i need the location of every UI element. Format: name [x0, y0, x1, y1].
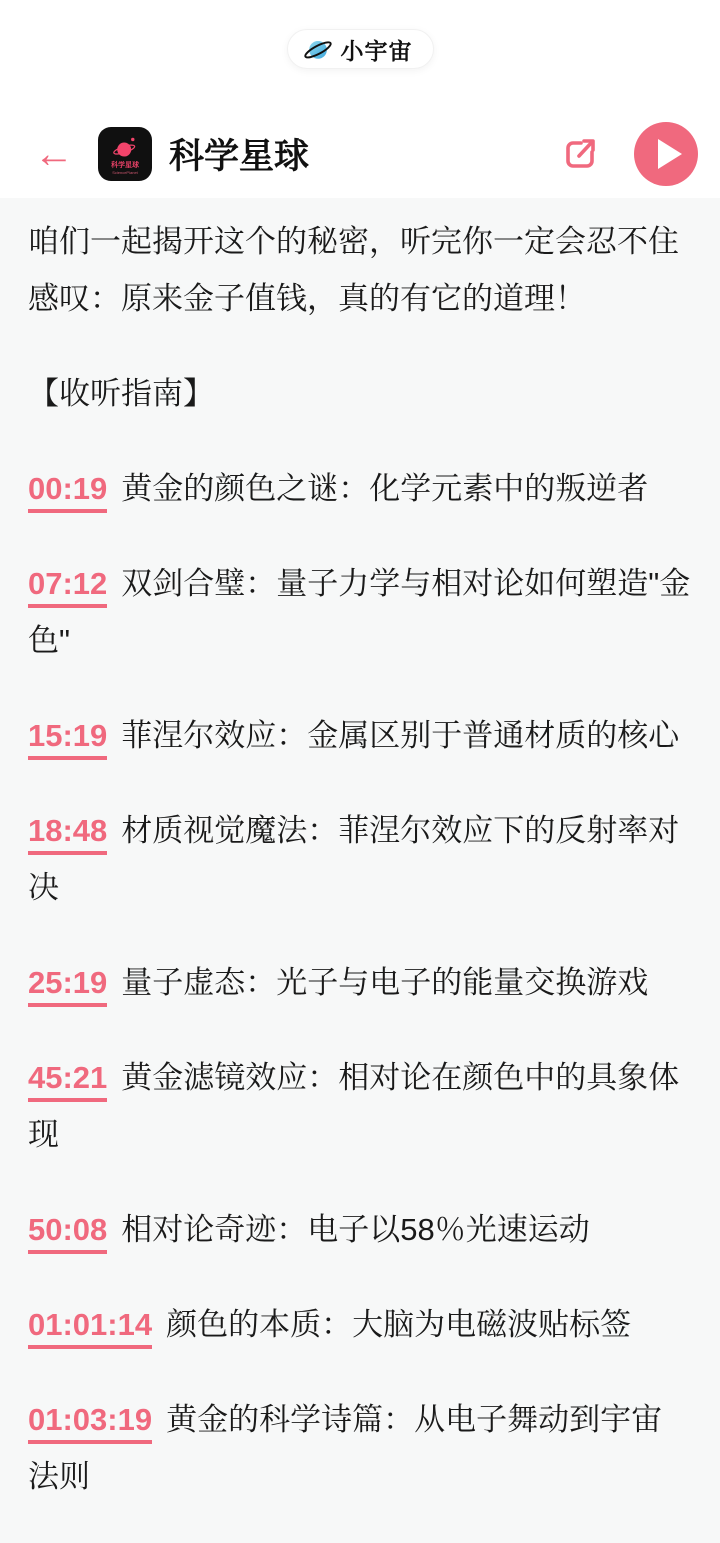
play-button[interactable]: [634, 122, 698, 186]
intro-paragraph: 咱们一起揭开这个的秘密，听完你一定会忍不住感叹：原来金子值钱，真的有它的道理！: [28, 224, 679, 316]
status-area: [0, 0, 720, 110]
chapter-title: 相对论奇迹：电子以58％光速运动: [121, 1212, 590, 1247]
chapter-timestamp-link[interactable]: 01:03:19: [28, 1402, 152, 1444]
chapter-row: [28, 555, 692, 669]
podcast-title: 科学星球: [169, 137, 310, 176]
avatar-planet-icon: [111, 134, 139, 162]
chapter-title: 量子虚态：光子与电子的能量交换游戏: [121, 965, 649, 1000]
chapter-title: 双剑合璧：量子力学与相对论如何塑造"金色": [28, 566, 691, 658]
badge-label: 小宇宙: [340, 37, 413, 64]
chapter-row: [28, 1296, 692, 1353]
back-button[interactable]: ←: [34, 132, 74, 176]
chapter-title: 黄金的颜色之谜：化学元素中的叛逆者: [121, 471, 649, 506]
chapter-timestamp-link[interactable]: 50:08: [28, 1212, 107, 1254]
xiaoyuzhou-app-badge[interactable]: [287, 29, 434, 69]
chapter-row: [28, 460, 692, 517]
chapter-timestamp-link[interactable]: 18:48: [28, 813, 107, 855]
chapter-timestamp-link[interactable]: 45:21: [28, 1060, 107, 1102]
header-bar: [0, 110, 720, 198]
chapter-row: [28, 707, 692, 764]
chapter-title: 颜色的本质：大脑为电磁波贴标签: [166, 1307, 632, 1342]
planet-icon: [302, 33, 334, 65]
chapter-timestamp-link[interactable]: 00:19: [28, 471, 107, 513]
section-title: 【收听指南】: [28, 376, 214, 411]
chapter-timestamp-link[interactable]: 15:19: [28, 718, 107, 760]
chapter-row: [28, 1391, 692, 1505]
avatar-subtitle: SciencePlanet: [112, 169, 138, 175]
chapter-timestamp-link[interactable]: 01:01:14: [28, 1307, 152, 1349]
chapter-timestamp-link[interactable]: 07:12: [28, 566, 107, 608]
avatar-title: 科学星球: [111, 161, 139, 169]
chapter-title: 菲涅尔效应：金属区别于普通材质的核心: [121, 718, 680, 753]
share-icon[interactable]: [561, 135, 599, 173]
podcast-avatar[interactable]: [98, 127, 152, 181]
chapter-row: [28, 1201, 692, 1258]
chapter-row: [28, 802, 692, 916]
play-icon: [658, 139, 682, 169]
chapter-title: 材质视觉魔法：菲涅尔效应下的反射率对决: [28, 813, 680, 905]
show-notes: [0, 198, 720, 1543]
chapter-row: [28, 1049, 692, 1163]
chapter-title: 黄金滤镜效应：相对论在颜色中的具象体现: [28, 1060, 680, 1152]
chapter-title: 黄金的科学诗篇：从电子舞动到宇宙法则: [28, 1402, 663, 1494]
chapter-timestamp-link[interactable]: 25:19: [28, 965, 107, 1007]
chapter-row: [28, 954, 692, 1011]
